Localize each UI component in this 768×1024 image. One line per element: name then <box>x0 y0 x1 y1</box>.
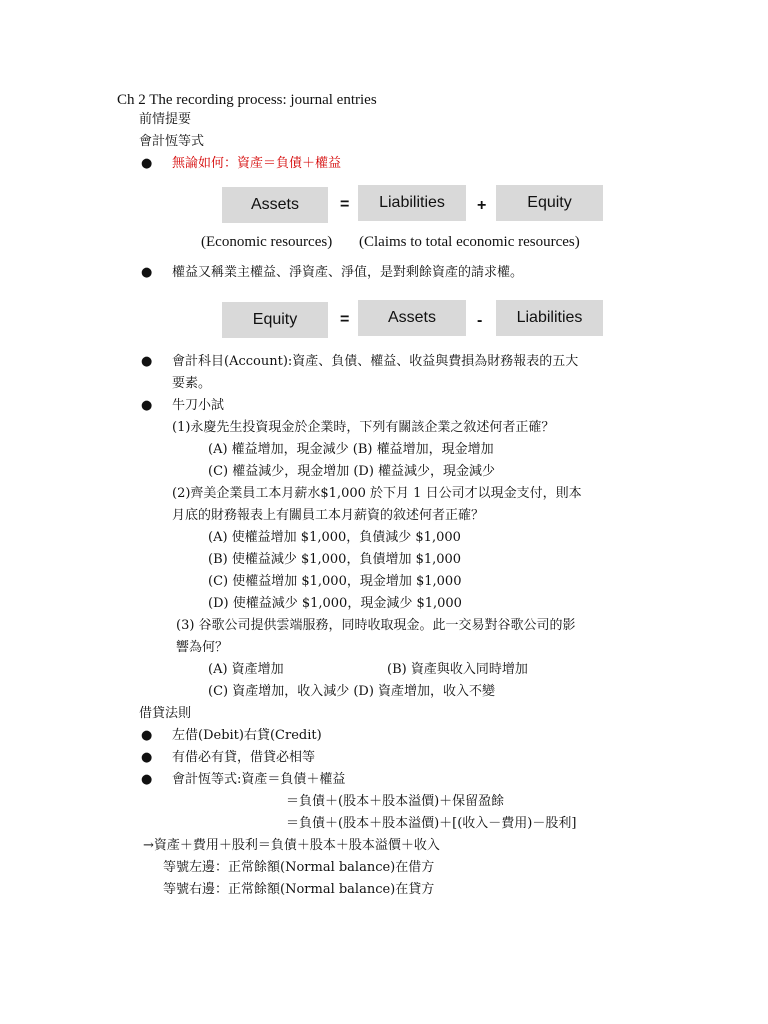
question-3-cont: 響為何？ <box>176 640 229 655</box>
section-heading-recap: 前情提要 <box>139 112 192 127</box>
bullet-icon: ● <box>141 156 153 171</box>
minus-sign: - <box>477 312 483 329</box>
equation-expanded: →資產＋費用＋股利＝負債＋股本＋股本溢價＋收入 <box>143 838 440 853</box>
question-2-option-d: (D) 使權益減少 $1,000，現金減少 $1,000 <box>208 596 462 611</box>
section-heading-equation: 會計恆等式 <box>139 134 205 149</box>
bullet-balance-rule: 有借必有貸，借貸必相等 <box>172 750 316 765</box>
plus-sign: + <box>477 197 487 214</box>
question-3-option-a: (A) 資產增加 <box>208 662 284 677</box>
assets-box: Assets <box>358 300 466 336</box>
bullet-quiz: 牛刀小試 <box>172 398 225 413</box>
equals-sign: = <box>340 311 350 328</box>
bullet-icon: ● <box>141 398 153 413</box>
section-heading-debit-credit: 借貸法則 <box>139 706 192 721</box>
liabilities-box: Liabilities <box>496 300 603 336</box>
equals-sign: = <box>340 196 350 213</box>
bullet-icon: ● <box>141 354 153 369</box>
bullet-accounting-equation: 無論如何：資產＝負債＋權益 <box>172 156 342 171</box>
normal-balance-left: 等號左邊：正常餘額(Normal balance)在借方 <box>163 860 435 875</box>
question-3: (3) 谷歌公司提供雲端服務，同時收取現金。此一交易對谷歌公司的影 <box>176 618 576 633</box>
question-1-options-ab: (A) 權益增加，現金減少 (B) 權益增加，現金增加 <box>208 442 494 457</box>
question-1: (1)永慶先生投資現金於企業時，下列有關該企業之敘述何者正確？ <box>172 420 555 435</box>
caption-claims: (Claims to total economic resources) <box>359 234 580 250</box>
question-2-option-c: (C) 使權益增加 $1,000，現金增加 $1,000 <box>208 574 462 589</box>
bullet-icon: ● <box>141 265 153 280</box>
question-2: (2)齊美企業員工本月薪水$1,000 於下月 1 日公司才以現金支付，則本 <box>172 486 582 501</box>
equation-line-2: ＝負債＋(股本＋股本溢價)＋保留盈餘 <box>286 794 505 809</box>
bullet-icon: ● <box>141 728 153 743</box>
equation-line-3: ＝負債＋(股本＋股本溢價)＋[(收入－費用)－股利] <box>286 816 577 831</box>
normal-balance-right: 等號右邊：正常餘額(Normal balance)在貸方 <box>163 882 435 897</box>
question-3-option-b: (B) 資產與收入同時增加 <box>387 662 528 677</box>
equity-box: Equity <box>496 185 603 221</box>
equity-box: Equity <box>222 302 328 338</box>
assets-box: Assets <box>222 187 328 223</box>
bullet-account-elements-cont: 要素。 <box>172 376 212 391</box>
caption-economic-resources: (Economic resources) <box>201 234 333 250</box>
bullet-equity-definition: 權益又稱業主權益、淨資產、淨值，是對剩餘資產的請求權。 <box>172 265 524 280</box>
bullet-icon: ● <box>141 750 153 765</box>
bullet-account-elements: 會計科目(Account):資產、負債、權益、收益與費損為財務報表的五大 <box>172 354 579 369</box>
question-2-option-a: (A) 使權益增加 $1,000，負債減少 $1,000 <box>208 530 461 545</box>
page-title: Ch 2 The recording process: journal entries <box>117 92 377 108</box>
question-3-options-cd: (C) 資產增加，收入減少 (D) 資產增加，收入不變 <box>208 684 496 699</box>
bullet-icon: ● <box>141 772 153 787</box>
bullet-debit-credit: 左借(Debit)右貸(Credit) <box>172 728 322 743</box>
question-2-option-b: (B) 使權益減少 $1,000，負債增加 $1,000 <box>208 552 462 567</box>
liabilities-box: Liabilities <box>358 185 466 221</box>
bullet-equation: 會計恆等式:資產＝負債＋權益 <box>172 772 346 787</box>
question-1-options-cd: (C) 權益減少，現金增加 (D) 權益減少，現金減少 <box>208 464 496 479</box>
question-2-cont: 月底的財務報表上有關員工本月薪資的敘述何者正確？ <box>172 508 485 523</box>
